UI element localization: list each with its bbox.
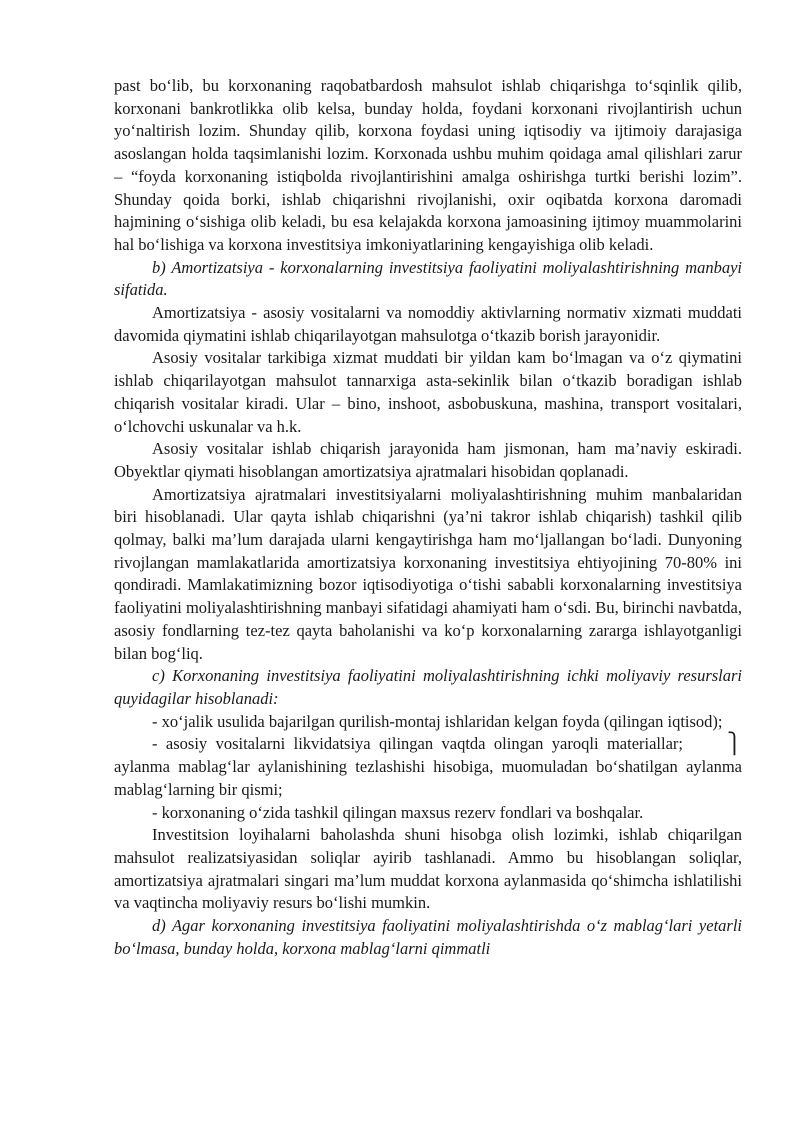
list-item-rezerv-fondlari: - korxonaning o‘zida tashkil qilingan maxsus rezerv fondlari va boshqalar. (152, 802, 644, 822)
brace-mark: ⎫ (727, 733, 742, 756)
list-item-aylanma-mablaglar: aylanma mablag‘lar aylanishining tezlashishi hisobiga, muomuladan bo‘shatilgan aylanma mablag‘larning bir qismi; (114, 757, 742, 799)
paragraph-asosiy-vositalar-tarkibi: Asosiy vositalar tarkibiga xizmat muddati bir yildan kam bo‘lmagan va o‘z qiymatini ishlab chiqarilayotgan mahsulot tannarxiga asta-sekinlik bilan o‘tkazib boradigan ishlab chiqarish vositalar kiradi. Ular – bino, inshoot, asbobuskuna, mashina, transport vositalari, o‘lchovchi uskunalar va h.k. (114, 348, 742, 436)
paragraph-amortizatsiya-ajratmalari: Amortizatsiya ajratmalari investitsiyalarni moliyalashtirishning muhim manbalaridan biri hisoblanadi. Ular qayta ishlab chiqarishni (ya’ni takror ishlab chiqarish) tashkil qilib qolmay, balki ma’lum darajada ularni kengaytirishga ham mo‘ljallangan bo‘ladi. Dunyoning rivojlangan mamlakatlarida amortizatsiya korxonaning investitsiya ehtiyojining 70-80% ini qondiradi. Mamlakatimizning bozor iqtisodiyotiga o‘tishi sababli korxonalarning investitsiya faoliyatini moliyalashtirishning manbayi sifatidagi ahamiyati ham o‘sdi. Bu, birinchi navbatda, asosiy fondlarning tez-tez qayta baholanishi va ko‘p korxonalarning zararga ishlayotganligi bilan bog‘liq. (114, 484, 742, 663)
section-heading-ichki-resurslar: c) Korxonaning investitsiya faoliyatini moliyalashtirishning ichki moliyaviy resurslari quyidagilar hisoblanadi: (114, 666, 742, 708)
list-item-likvidatsiya-text: - asosiy vositalarni likvidatsiya qilingan vaqtda olingan yaroqli materiallar; (152, 734, 683, 754)
paragraph-amortizatsiya-definition: Amortizatsiya - asosiy vositalarni va nomoddiy aktivlarning normativ xizmati muddati davomida qiymatini ishlab chiqarilayotgan mahsulotga o‘tkazib borish jarayonidir. (114, 303, 742, 345)
paragraph-foyda-taqsimlanishi: past bo‘lib, bu korxonaning raqobatbardosh mahsulot ishlab chiqarishga to‘sqinlik qilib, korxonani bankrotlikka olib kelsa, bunday holda, foydani korxonani rivojlantirish uchun yo‘naltirish lozim. Shunday qilib, korxona foydasi uning iqtisodiy va ijtimoiy darajasiga asoslangan holda taqsimlanishi lozim. Korxonada ushbu muhim qoidaga amal qilishlari zarur – “foyda korxonaning istiqbolda rivojlantirishini amalga oshirishga turtki berishi lozim”. Shunday qoida borki, ishlab chiqarishni rivojlanishi, oxir oqibatda korxona daromadi hajmining o‘sishiga olib keladi, bu esa kelajakda korxona jamoasining ijtimoy muammolarini hal bo‘lishiga va korxona investitsiya imkoniyatlarining kengayishiga olib keladi. (114, 76, 742, 254)
paragraph-investitsion-loyihalar: Investitsion loyihalarni baholashda shuni hisobga olish lozimki, ishlab chiqarilgan mahsulot realizatsiyasidan soliqlar ayirib tashlanadi. Ammo bu hisoblangan soliqlar, amortizatsiya ajratmalari singari ma’lum muddat korxona aylanmasida qo‘shimcha ishlatilishi va vaqtincha moliyaviy resurs bo‘lishi mumkin. (114, 825, 742, 913)
list-item-likvidatsiya-materiallar (114, 733, 742, 801)
document-page (114, 75, 742, 960)
list-item-xojalik-foyda: - xo‘jalik usulida bajarilgan qurilish-montaj ishlaridan kelgan foyda (qilingan iqtisod); (152, 711, 723, 731)
paragraph-eskirish: Asosiy vositalar ishlab chiqarish jarayonida ham jismonan, ham ma’naviy eskiradi. Obyektlar qiymati hisoblangan amortizatsiya ajratmalari hisobidan qoplanadi. (114, 439, 742, 481)
section-heading-qarz-mablaglar: d) Agar korxonaning investitsiya faoliyatini moliyalashtirishda o‘z mablag‘lari yetarli bo‘lmasa, bunday holda, korxona mablag‘larni qimmatli (114, 916, 742, 958)
section-heading-amortizatsiya: b) Amortizatsiya - korxonalarning investitsiya faoliyatini moliyalashtirishning manbayi sifatida. (114, 257, 742, 300)
